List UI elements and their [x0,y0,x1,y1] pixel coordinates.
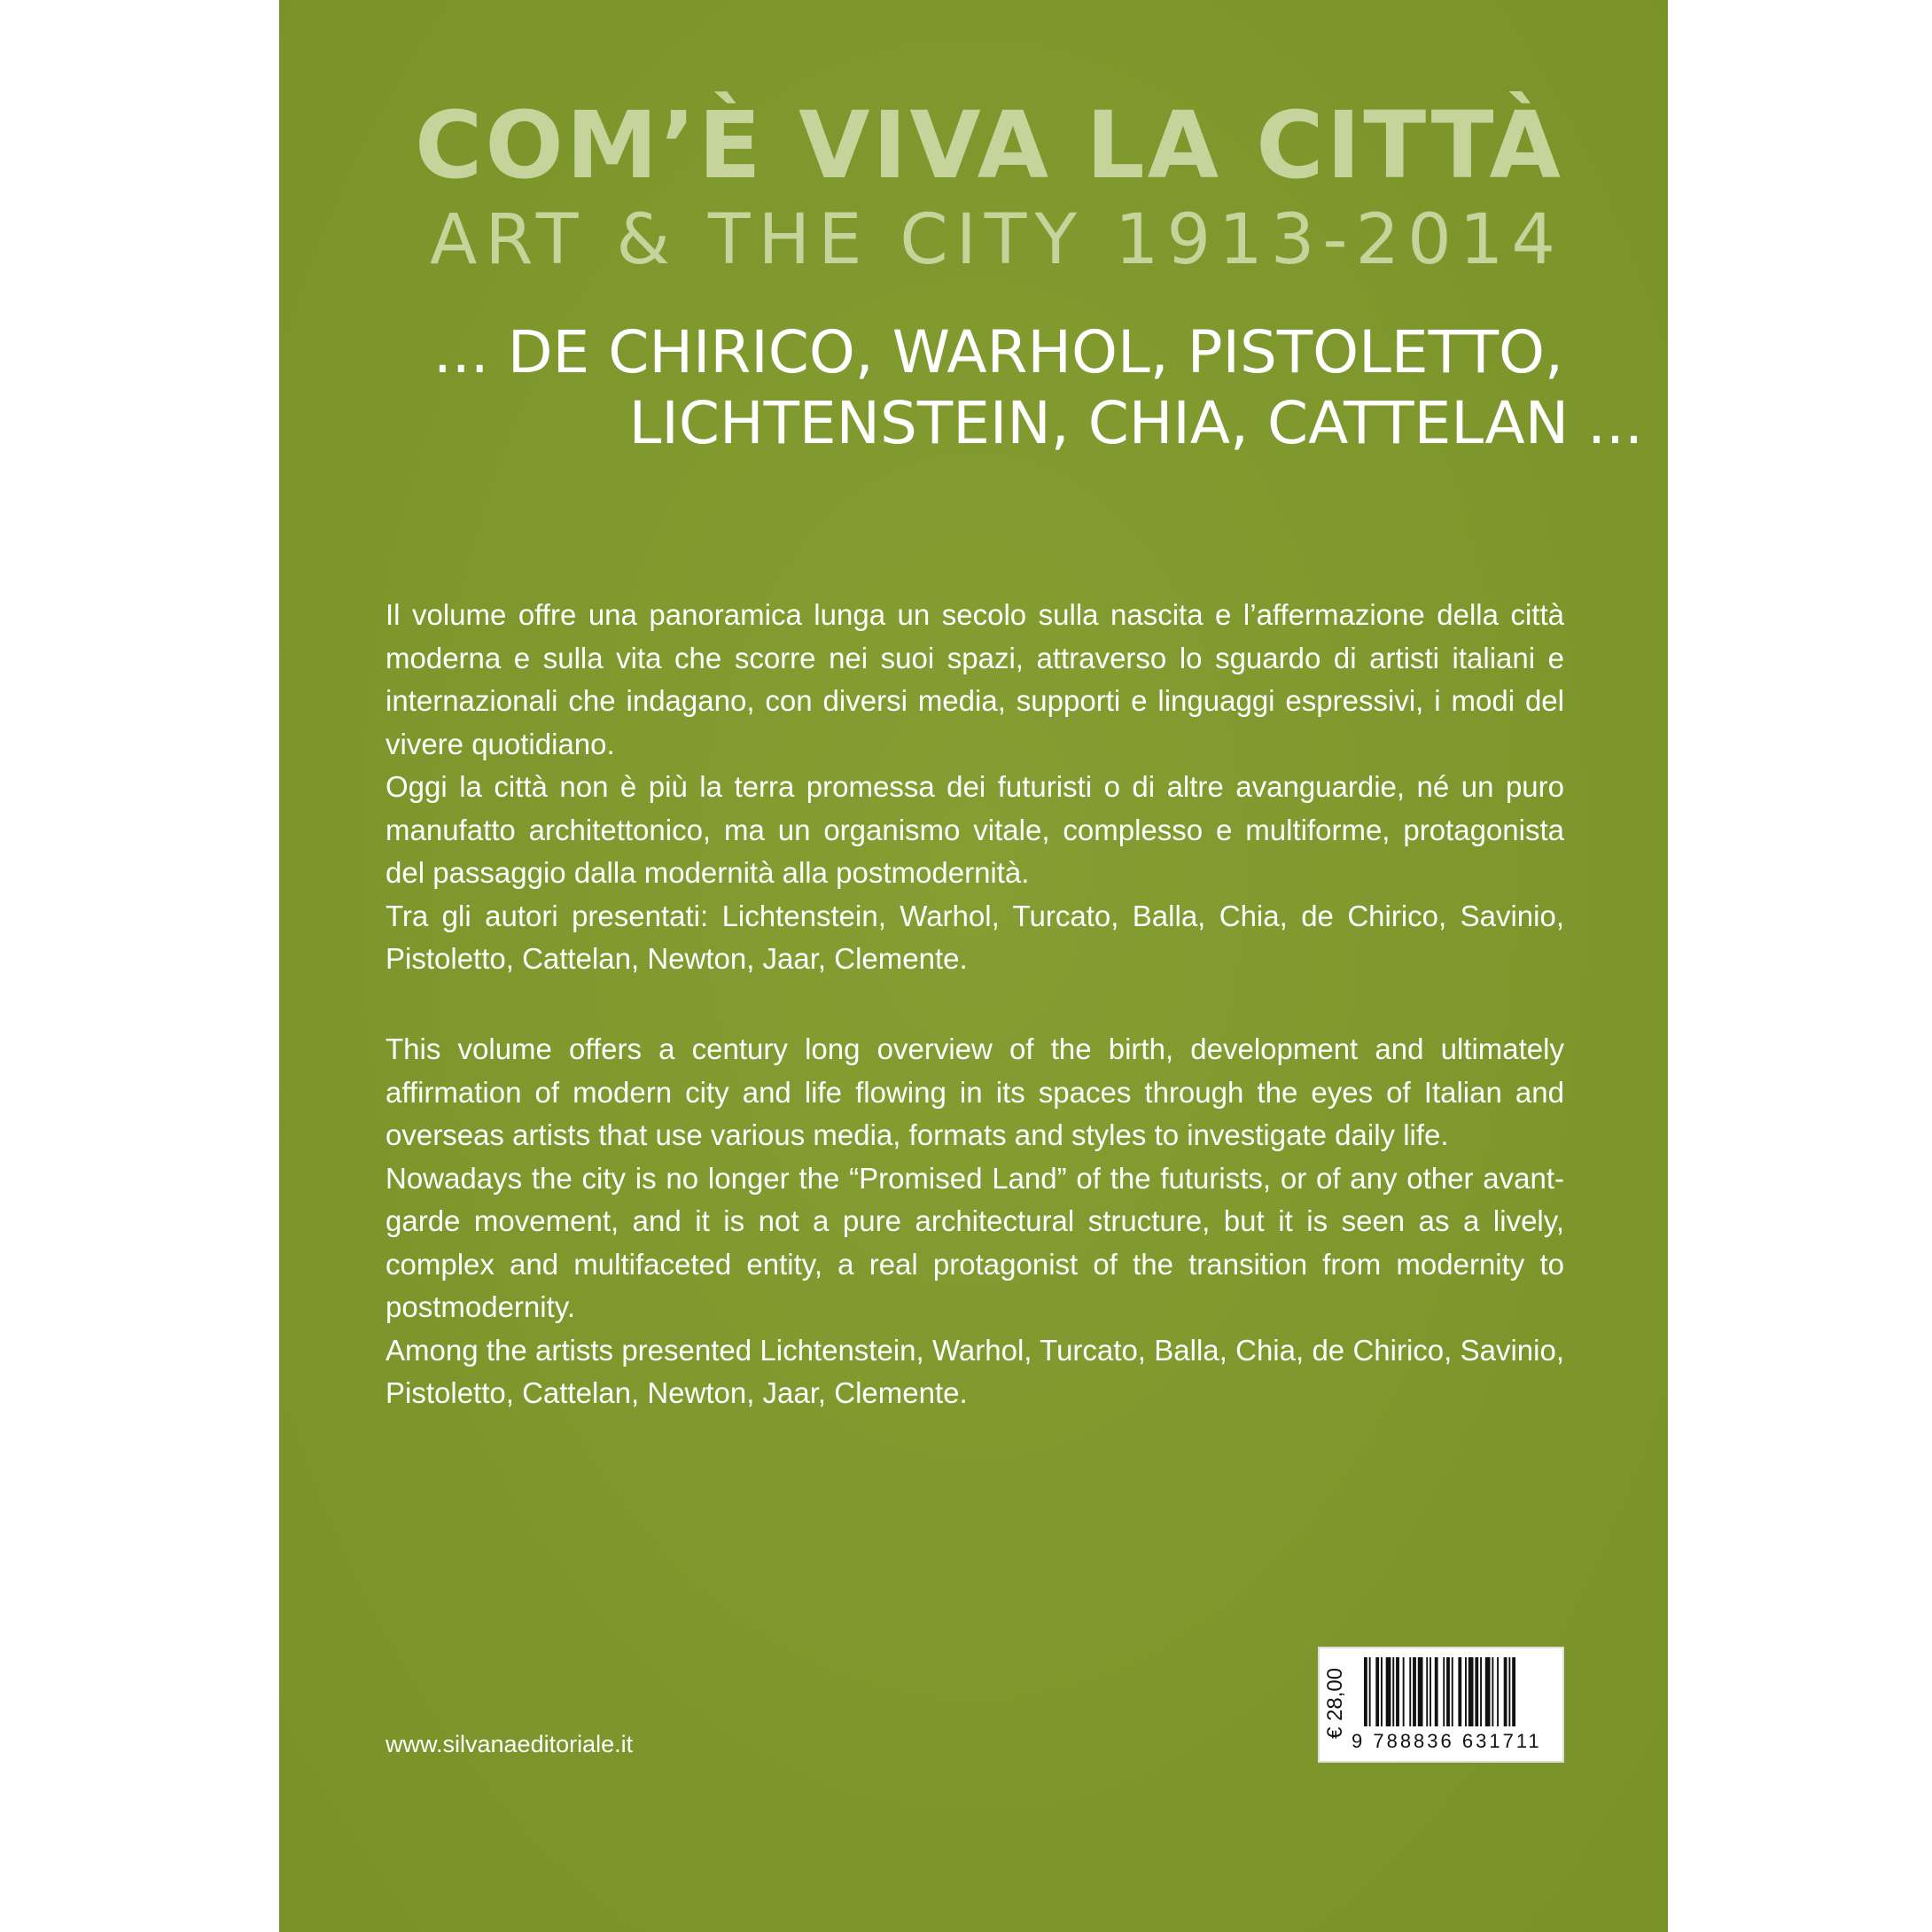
barcode-bar [1508,1657,1510,1726]
barcode-bar [1475,1657,1478,1726]
publisher-website: www.silvanaeditoriale.it [386,1731,634,1757]
barcode-bar [1413,1657,1416,1726]
barcode-label [1318,1647,1564,1763]
barcode-bar [1369,1657,1371,1726]
barcode-bar [1465,1657,1467,1726]
barcode-bar [1364,1657,1367,1726]
barcode-icon [1360,1657,1555,1728]
barcode-bar [1409,1657,1411,1726]
barcode-bar [1458,1657,1461,1726]
book-title: COM’È VIVA LA CITTÀ [415,91,1563,199]
italian-paragraph: Oggi la città non è più la terra promessa dei futuristi o di altre avanguardie, né un puro manufatto architettonico, ma un organismo vitale, complesso e multiforme, protagonista del passaggio dalla modernità alla postmodernità. [386,770,1564,889]
price-label: € 28,00 [1323,1667,1347,1740]
barcode-bar [1480,1657,1482,1726]
barcode-bar [1396,1657,1399,1726]
english-paragraph: Nowadays the city is no longer the “Promised Land” of the futurists, or of any other avant-garde movement, and it is not a pure architectural structure, but it is seen as a lively, complex and multifaceted entity, a real protagonist of the transition from modernity to postmodernity. [386,1161,1564,1323]
barcode-bar [1426,1657,1428,1726]
barcode-bar [1386,1657,1391,1726]
english-paragraph: Among the artists presented Lichtenstein, Warhol, Turcato, Balla, Chia, de Chirico, Savinio, Pistoletto, Cattelan, Newton, Jaar, Clemente. [386,1333,1564,1409]
featured-artists [279,317,1643,459]
barcode-bar [1381,1657,1383,1726]
english-description [386,1028,1564,1415]
artists-line-1: ... DE CHIRICO, WARHOL, PISTOLETTO, [432,318,1563,386]
barcode-bar [1418,1657,1423,1726]
barcode-bar [1446,1657,1450,1726]
barcode-bar [1504,1657,1507,1726]
barcode-bar [1435,1657,1438,1726]
book-subtitle: ART & THE CITY 1913-2014 [429,200,1563,280]
italian-paragraph: Il volume offre una panoramica lunga un secolo sulla nascita e l’affermazione della città moderna e sulla vita che scorre nei suoi spazi, attraverso lo sguardo di artisti italiani e internazionali che indagano, con diversi media, supporti e linguaggi espressivi, i modi del vivere quotidiano. [386,598,1564,760]
barcode-bar [1492,1657,1493,1726]
english-paragraph: This volume offers a century long overview of the birth, development and ultimately affirmation of modern city and life flowing in its spaces through the eyes of Italian and overseas artists that use various media, formats and styles to investigate daily life. [386,1032,1564,1151]
artists-line-2: LICHTENSTEIN, CHIA, CATTELAN ... [628,389,1643,457]
isbn-number: 9 788836 631711 [1352,1730,1542,1752]
barcode-bar [1497,1657,1499,1726]
barcode-bar [1392,1657,1394,1726]
italian-paragraph: Tra gli autori presentati: Lichtenstein, Warhol, Turcato, Balla, Chia, de Chirico, Savinio, Pistoletto, Cattelan, Newton, Jaar, Clemente. [386,899,1564,975]
barcode-bar [1375,1657,1379,1726]
barcode-bar [1512,1657,1515,1726]
barcode-bar [1430,1657,1431,1726]
barcode-bar [1443,1657,1445,1726]
barcode-bar [1452,1657,1453,1726]
barcode-bar [1485,1657,1491,1726]
barcode-bar [1468,1657,1474,1726]
barcode-bar [1403,1657,1405,1726]
italian-description [386,594,1564,981]
book-back-cover [279,0,1668,1932]
